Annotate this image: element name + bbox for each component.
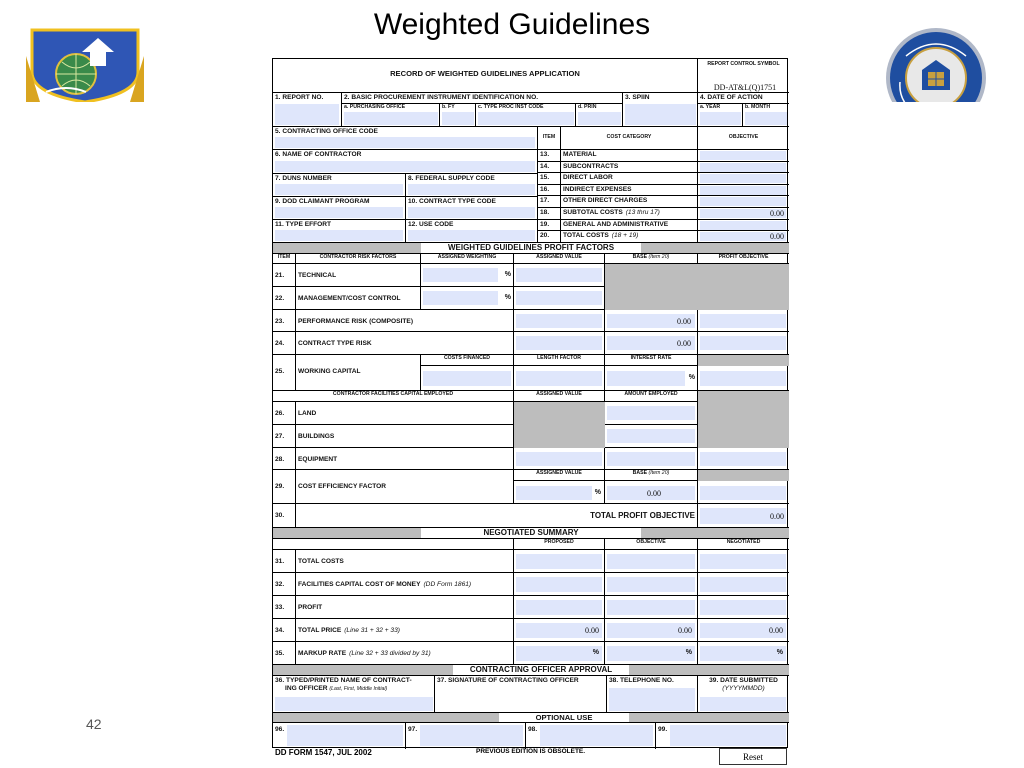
row24-no: 24. [273,332,296,355]
opt99-label: 99. [658,726,668,733]
cost-objective-header: OBJECTIVE [698,127,789,150]
cost-row-label-text: OTHER DIRECT CHARGES [563,197,648,205]
neg-row-no: 34. [273,619,296,642]
row30-no: 30. [273,504,296,528]
report-no-field[interactable] [275,104,339,125]
cost-objective-field[interactable] [700,174,786,183]
cost-row-label [561,220,698,232]
cost-efficiency-value-field[interactable] [516,486,592,500]
contracting-office-code-label: 5. CONTRACTING OFFICE CODE [273,127,538,150]
row27-no: 27. [273,425,296,448]
weighted-guidelines-form [272,58,788,748]
proc-inst-code-label: c. TYPE PROC INST CODE [476,104,576,127]
left-seal-logo [26,26,144,102]
neg-value-field[interactable] [516,600,602,615]
neg-row-label-text: PROFIT [298,604,323,611]
opt96-label: 96. [273,723,406,749]
neg-value-field[interactable] [516,554,602,569]
obsolete-note: PREVIOUS EDITION IS OBSOLETE. [476,748,586,755]
neg-row-no: 33. [273,596,296,619]
wc-costs-header: COSTS FINANCED [421,355,514,366]
cost-category-header: COST CATEGORY [561,127,698,150]
row26-no: 26. [273,402,296,425]
optional-98-field[interactable] [540,725,653,746]
row29-no: 29. [273,470,296,504]
equipment-amount-field[interactable] [607,452,695,466]
neg-row-label [296,642,514,665]
row27-label: BUILDINGS [296,425,514,448]
row26-label: LAND [296,402,514,425]
co-telephone-label: 38. TELEPHONE NO. [607,676,698,713]
pf-objective-header: PROFIT OBJECTIVE [698,254,789,264]
date-submitted-note: (YYYYMMDD) [722,684,765,692]
facilities-amount-header: AMOUNT EMPLOYED [605,391,698,402]
date-submitted-label: 39. DATE SUBMITTED [709,677,778,684]
ce-grey-header [698,470,789,481]
pf-item-header: ITEM [273,254,296,264]
neg-row-label-text: TOTAL COSTS [298,558,344,565]
cost-objective-field[interactable] [700,197,786,206]
contracting-office-code-field[interactable] [275,137,535,148]
neg-percent-sign: % [592,649,599,656]
neg-value-field[interactable] [516,577,602,592]
row30-value: 0.00 [770,512,784,521]
neg-row-label-text: FACILITIES CAPITAL COST OF MONEY [298,581,421,588]
cost-row-label [561,185,698,197]
cost-row-no: 17. [538,196,561,208]
negotiated-title: NEGOTIATED SUMMARY [483,528,579,537]
co-name-label: 36. TYPED/PRINTED NAME OF CONTRACT- [275,677,412,684]
reset-button[interactable]: Reset [719,748,787,765]
right-seal-logo [884,26,988,102]
optional-band [273,713,789,723]
contract-type-risk-value-field[interactable] [516,336,602,350]
neg-percent-sign: % [685,649,692,656]
cost-objective-field[interactable] [700,151,786,160]
performance-risk-objective-field[interactable] [700,314,786,328]
neg-percent-sign: % [776,649,783,656]
row29-label: COST EFFICIENCY FACTOR [296,470,514,504]
report-no-label: 1. REPORT NO. [273,93,342,127]
co-name-label-2: ING OFFICER [285,684,328,692]
length-factor-field[interactable] [516,371,602,386]
cost-row-no: 14. [538,162,561,174]
facilities-grey-header [698,391,789,402]
equipment-objective-field[interactable] [700,452,786,466]
form-id: DD FORM 1547, JUL 2002 [275,748,372,757]
cost-objective-field[interactable] [700,186,786,195]
cost-row-label-text: DIRECT LABOR [563,174,613,182]
row25-label: WORKING CAPITAL [296,355,421,391]
contract-type-code-label: 10. CONTRACT TYPE CODE [406,197,538,220]
performance-risk-value-field[interactable] [516,314,602,328]
row21-no: 21. [273,264,296,287]
ce-base-header [605,470,698,481]
equipment-value-field[interactable] [516,452,602,466]
costs-financed-field[interactable] [423,371,511,386]
pf-base-note: (Item 20) [648,254,670,260]
cost-row-no: 19. [538,220,561,232]
neg-row-no: 32. [273,573,296,596]
cost-row-no: 15. [538,173,561,185]
management-value-field[interactable] [516,291,602,305]
neg-row-label-text: MARKUP RATE [298,650,347,657]
pf-value-header: ASSIGNED VALUE [514,254,605,264]
dod-claimant-field[interactable] [275,207,403,218]
proc-inst-code-field[interactable] [478,112,574,125]
month-label: b. MONTH [743,104,789,127]
row29-pct: % [594,489,601,496]
row30-label: TOTAL PROFIT OBJECTIVE [296,504,698,528]
cost-objective-field[interactable] [700,221,786,230]
row22-pct: % [504,294,511,301]
neg-row-label [296,573,514,596]
federal-supply-code-field[interactable] [408,184,535,195]
land-amount-field[interactable] [607,406,695,420]
contract-type-code-field[interactable] [408,207,535,218]
pf-base-label: BASE [632,254,648,260]
shield-emblem-icon [26,26,144,102]
cost-row-no: 20. [538,231,561,243]
cost-row-no: 16. [538,185,561,197]
cost-row-label-text: MATERIAL [563,151,597,158]
cost-row-label [561,173,698,185]
contractor-name-label: 6. NAME OF CONTRACTOR [273,150,538,174]
neg-row-no: 31. [273,550,296,573]
row24-base-value: 0.00 [677,339,691,348]
cost-objective-value: 0.00 [770,232,784,242]
opt98-label: 98. [526,723,656,749]
facilities-header: CONTRACTOR FACILITIES CAPITAL EMPLOYED [273,391,514,402]
month-field[interactable] [745,112,787,125]
form-title: RECORD OF WEIGHTED GUIDELINES APPLICATION [273,59,698,93]
cost-objective-field[interactable] [700,163,786,172]
fy-field[interactable] [442,112,474,125]
pf-factors-header: CONTRACTOR RISK FACTORS [296,254,421,264]
row21-pct: % [504,271,511,278]
fy-label: b. FY [440,104,476,127]
optional-99-field[interactable] [670,725,786,746]
technical-value-field[interactable] [516,268,602,282]
neg-value-field[interactable] [700,577,786,592]
cost-row-no: 18. [538,208,561,220]
prin-field[interactable] [578,112,621,125]
wc-interest-header: INTEREST RATE [605,355,698,366]
cost-row-label [561,196,698,208]
neg-row-note: (Line 32 + 33 divided by 31) [349,650,431,657]
neg-objective-header: OBJECTIVE [605,539,698,550]
wc-grey-header [698,355,789,366]
co-signature-label: 37. SIGNATURE OF CONTRACTING OFFICER [435,676,607,713]
working-capital-objective-field[interactable] [700,371,786,386]
neg-row-label [296,550,514,573]
co-name-note: (Last, First, Middle Initial) [329,685,388,692]
cost-row-note: (13 thru 17) [625,209,660,216]
page-number: 42 [86,716,102,732]
row28-label: EQUIPMENT [296,448,514,470]
dod-claimant-label: 9. DOD CLAIMANT PROGRAM [273,197,406,220]
ce-base-note: (Item 20) [648,470,670,476]
cost-row-label [561,150,698,162]
neg-value-field[interactable] [700,600,786,615]
neg-header-blank [273,539,514,550]
date-submitted-field[interactable] [700,697,786,711]
neg-row-note: (Line 31 + 32 + 33) [344,627,400,634]
prin-label: d. PRIN [576,104,623,127]
report-control-label: REPORT CONTROL SYMBOL [698,59,789,93]
neg-value-field[interactable] [700,554,786,569]
cost-row-label-text: TOTAL COSTS [563,232,609,240]
duns-field[interactable] [275,184,403,195]
type-effort-field[interactable] [275,230,403,241]
neg-proposed-header: PROPOSED [514,539,605,550]
use-code-label: 12. USE CODE [406,220,538,243]
row28-no: 28. [273,448,296,470]
rows26-27-value-grey [514,402,605,448]
federal-supply-code-label: 8. FEDERAL SUPPLY CODE [406,174,538,197]
row22-no: 22. [273,287,296,310]
optional-96-field[interactable] [287,725,403,746]
cost-row-label [561,208,698,220]
row21-label: TECHNICAL [296,264,421,287]
neg-value-field[interactable] [607,577,695,592]
opt97-label: 97. [406,723,526,749]
neg-value-field[interactable] [607,554,695,569]
cost-row-note: (18 + 19) [611,232,639,240]
approval-title: CONTRACTING OFFICER APPROVAL [469,665,613,674]
technical-weighting-field[interactable] [423,268,498,282]
row24-label: CONTRACT TYPE RISK [296,332,514,355]
pf-weighting-header: ASSIGNED WEIGHTING [421,254,514,264]
slide-title: Weighted Guidelines [373,8,651,41]
neg-value: 0.00 [585,626,599,635]
row29-base-value: 0.00 [647,489,661,498]
row22-label: MANAGEMENT/COST CONTROL [296,287,421,310]
purchasing-office-field[interactable] [344,112,438,125]
spiin-field[interactable] [625,104,696,125]
co-telephone-field[interactable] [609,688,695,711]
cost-item-header: ITEM [538,127,561,150]
ce-value-header: ASSIGNED VALUE [514,470,605,481]
neg-row-label [296,619,514,642]
cost-row-label [561,162,698,174]
purchasing-office-label: a. PURCHASING OFFICE [342,104,440,127]
contract-type-risk-objective-field[interactable] [700,336,786,350]
cost-row-label [561,231,698,243]
wc-length-header: LENGTH FACTOR [514,355,605,366]
buildings-amount-field[interactable] [607,429,695,443]
optional-97-field[interactable] [420,725,523,746]
cost-row-no: 13. [538,150,561,162]
interest-rate-field[interactable] [607,371,685,386]
row23-base-value: 0.00 [677,317,691,326]
cost-row-label-text: SUBTOTAL COSTS [563,209,623,216]
neg-negotiated-header: NEGOTIATED [698,539,789,550]
spiin-label: 3. SPIIN [623,93,698,127]
ce-base-label: BASE [632,470,648,476]
duns-label: 7. DUNS NUMBER [273,174,406,197]
procurement-id-label: 2. BASIC PROCUREMENT INSTRUMENT IDENTIFICATION NO. [342,93,623,104]
report-symbol: DD-AT&L(Q)1751 [713,83,777,92]
cost-objective-value: 0.00 [770,209,784,218]
neg-value: 0.00 [769,626,783,635]
use-code-field[interactable] [408,230,535,241]
row25-no: 25. [273,355,296,391]
year-label: a. YEAR [698,104,743,127]
cost-row-label-text: SUBCONTRACTS [563,162,619,170]
management-weighting-field[interactable] [423,291,498,305]
neg-row-label [296,596,514,619]
year-field[interactable] [700,112,741,125]
neg-value-field[interactable] [607,600,695,615]
contractor-name-field[interactable] [275,161,535,172]
approval-band [273,665,789,676]
neg-row-note: (DD Form 1861) [423,581,472,588]
facilities-value-header: ASSIGNED VALUE [514,391,605,402]
row25-pct: % [688,374,695,381]
negotiated-band [273,528,789,539]
profit-factors-band [273,243,789,254]
neg-row-no: 35. [273,642,296,665]
optional-title: OPTIONAL USE [535,713,593,722]
cost-row-label-text: GENERAL AND ADMINISTRATIVE [563,220,669,228]
neg-row-label-text: TOTAL PRICE [298,627,342,634]
rows21-22-grey-block [605,264,789,310]
cost-row-label-text: INDIRECT EXPENSES [563,185,632,193]
co-name-field[interactable] [275,697,433,711]
date-of-action-label: 4. DATE OF ACTION [698,93,789,104]
row23-no: 23. [273,310,296,332]
profit-factors-title: WEIGHTED GUIDELINES PROFIT FACTORS [447,243,615,252]
neg-value: 0.00 [678,626,692,635]
cost-efficiency-objective-field[interactable] [700,486,786,500]
row23-label: PERFORMANCE RISK (COMPOSITE) [296,310,514,332]
pf-base-header [605,254,698,264]
contracting-seal-icon [884,26,988,102]
rows26-27-objective-grey [698,402,789,448]
type-effort-label: 11. TYPE EFFORT [273,220,406,243]
